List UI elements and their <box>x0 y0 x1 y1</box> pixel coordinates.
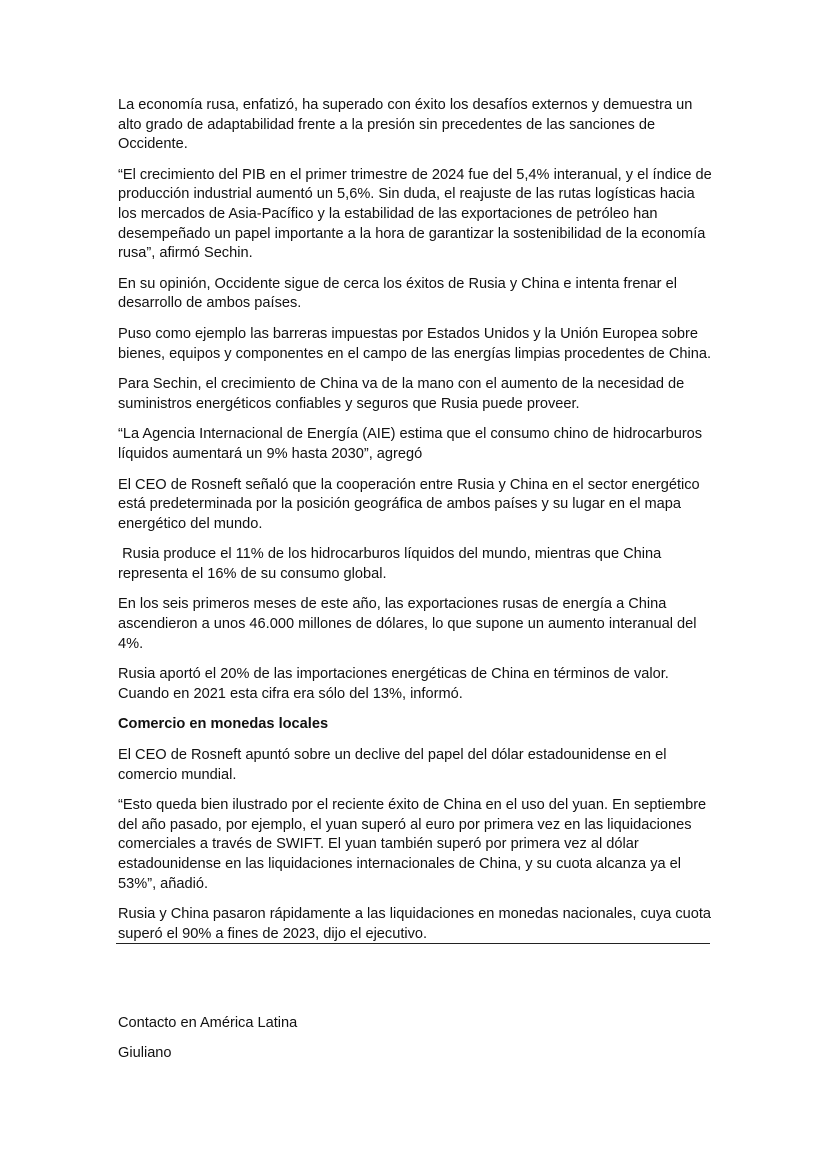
paragraph: “El crecimiento del PIB en el primer trimestre de 2024 fue del 5,4% interanual, y el índice de producción industrial aumentó un 5,6%. Sin duda, el reajuste de las rutas logísticas hacia los mercados de Asia-Pacífico y la estabilidad de las exportaciones de petróleo han desempeñado un papel importante a la hora de garantizar la sostenibilidad de la economía rusa”, afirmó Sechin. <box>118 166 716 262</box>
paragraph: Puso como ejemplo las barreras impuestas por Estados Unidos y la Unión Europea sobre bienes, equipos y componentes en el campo de las energías limpias procedentes de China. <box>118 325 712 362</box>
section-heading: Comercio en monedas locales <box>118 716 329 733</box>
divider-line <box>116 943 710 944</box>
paragraph: Rusia produce el 11% de los hidrocarburos líquidos del mundo, mientras que China representa el 16% de su consumo global. <box>118 546 666 582</box>
paragraph: El CEO de Rosneft apuntó sobre un declive del papel del dólar estadounidense en el comercio mundial. <box>118 747 671 783</box>
paragraph: Rusia aportó el 20% de las importaciones energéticas de China en términos de valor. Cuando en 2021 esta cifra era sólo del 13%, informó. <box>118 666 673 702</box>
contact-name: Giuliano <box>118 1044 172 1061</box>
footer <box>118 1014 712 1073</box>
paragraph: El CEO de Rosneft señaló que la cooperación entre Rusia y China en el sector energético está predeterminada por la posición geográfica de ambos países y su lugar en el mapa energético del mundo. <box>118 476 704 532</box>
contact-label: Contacto en América Latina <box>118 1015 298 1031</box>
paragraph: Rusia y China pasaron rápidamente a las liquidaciones en monedas nacionales, cuya cuota superó el 90% a fines de 2023, dijo el ejecutivo. <box>118 906 716 942</box>
paragraph: En los seis primeros meses de este año, las exportaciones rusas de energía a China ascendieron a unos 46.000 millones de dólares, lo que supone un aumento interanual del 4%. <box>118 596 701 652</box>
paragraph: “La Agencia Internacional de Energía (AIE) estima que el consumo chino de hidrocarburos líquidos aumentará un 9% hasta 2030”, agregó <box>118 426 707 462</box>
paragraph: En su opinión, Occidente sigue de cerca los éxitos de Rusia y China e intenta frenar el desarrollo de ambos países. <box>118 275 682 312</box>
paragraph: “Esto queda bien ilustrado por el reciente éxito de China en el uso del yuan. En septiembre del año pasado, por ejemplo, el yuan superó al euro por primera vez en las liquidaciones comerciales a través de SWIFT. El yuan también superó por primera vez al dólar estadounidense en las liquidaciones internacionales de China, y su cuota alcanza ya el 53%”, añadió. <box>118 797 711 892</box>
paragraph: Para Sechin, el crecimiento de China va de la mano con el aumento de la necesidad de suministros energéticos confiables y seguros que Rusia puede proveer. <box>118 376 689 412</box>
article-body <box>118 96 716 955</box>
paragraph: La economía rusa, enfatizó, ha superado con éxito los desafíos externos y demuestra un alto grado de adaptabilidad frente a la presión sin precedentes de las sanciones de Occidente. <box>118 97 697 153</box>
